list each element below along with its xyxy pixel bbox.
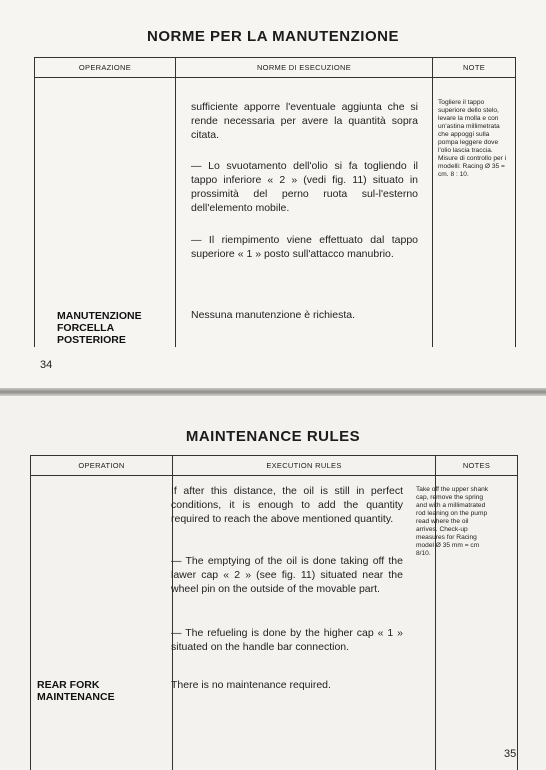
maintenance-table [34,57,516,347]
page-title: NORME PER LA MANUTENZIONE [147,28,399,45]
paragraph: If after this distance, the oil is still in perfect conditions, it is enough to add the quantity required to reach the above mentioned quantity. [171,485,403,525]
operation-line: FORCELLA [57,322,115,334]
book-spine [0,388,546,396]
page-title: MAINTENANCE RULES [185,428,361,445]
operation-label [57,310,142,346]
page-number: 35 [504,748,517,760]
page-number: 34 [40,359,53,371]
header-execution: EXECUTION RULES [266,461,342,470]
column-divider [175,57,176,347]
operation-line: REAR FORK [37,679,100,691]
maintenance-table [30,455,518,770]
column-divider [432,57,433,347]
paragraph: — The emptying of the oil is done taking off the lawer cap « 2 » (see fig. 11) situated near the wheel pin on the outside of the movable part. [171,555,403,595]
operation-line: MAINTENANCE [37,691,115,703]
header-operation: OPERATION [78,461,125,470]
operation-label [37,679,115,703]
header-operation: OPERAZIONE [78,63,132,72]
paragraph: sufficiente apporre l'eventuale aggiunta che si rende necessaria per avere la quantità sopra citata. [191,101,418,141]
header-notes: NOTE [462,63,486,72]
paragraph: — Lo svuotamento dell'olio si fa togliendo il tappo inferiore « 2 » (vedi fig. 11) situato in prossimità del perno ruota sul-l'esterno dell'elemento mobile. [191,160,418,214]
paragraph: — Il riempimento viene effettuato dal tappo superiore « 1 » posto sull'attacco manubrio. [191,234,418,260]
header-execution: NORME DI ESECUZIONE [256,63,352,72]
operation-line: MANUTENZIONE [57,310,142,322]
table-header [31,455,517,476]
notes-text: Togliere il tappo superiore dello stelo, levare la molla e con un'astina millimetrata che appoggi sulla pompa leggere dove l'olio lascia traccia. Misure di controllo per i modelli: Racing Ø 35 = cm. 8 : 10. [438,99,507,178]
page-english [0,396,546,768]
header-notes: NOTES [462,461,491,470]
paragraph: — The refueling is done by the higher cap « 1 » situated on the handle bar connection. [171,627,403,653]
operation-rule: There is no maintenance required. [171,679,331,691]
operation-rule: Nessuna manutenzione è richiesta. [191,309,356,321]
operation-line: POSTERIORE [57,334,126,346]
notes-text: Take off the upper shank cap, remove the spring and with a millimatrated rod leaning on the pump read where the oil arrives. Check-up measures for Racing model Ø 35 mm = cm 8/10. [416,486,489,557]
table-header [35,57,515,78]
